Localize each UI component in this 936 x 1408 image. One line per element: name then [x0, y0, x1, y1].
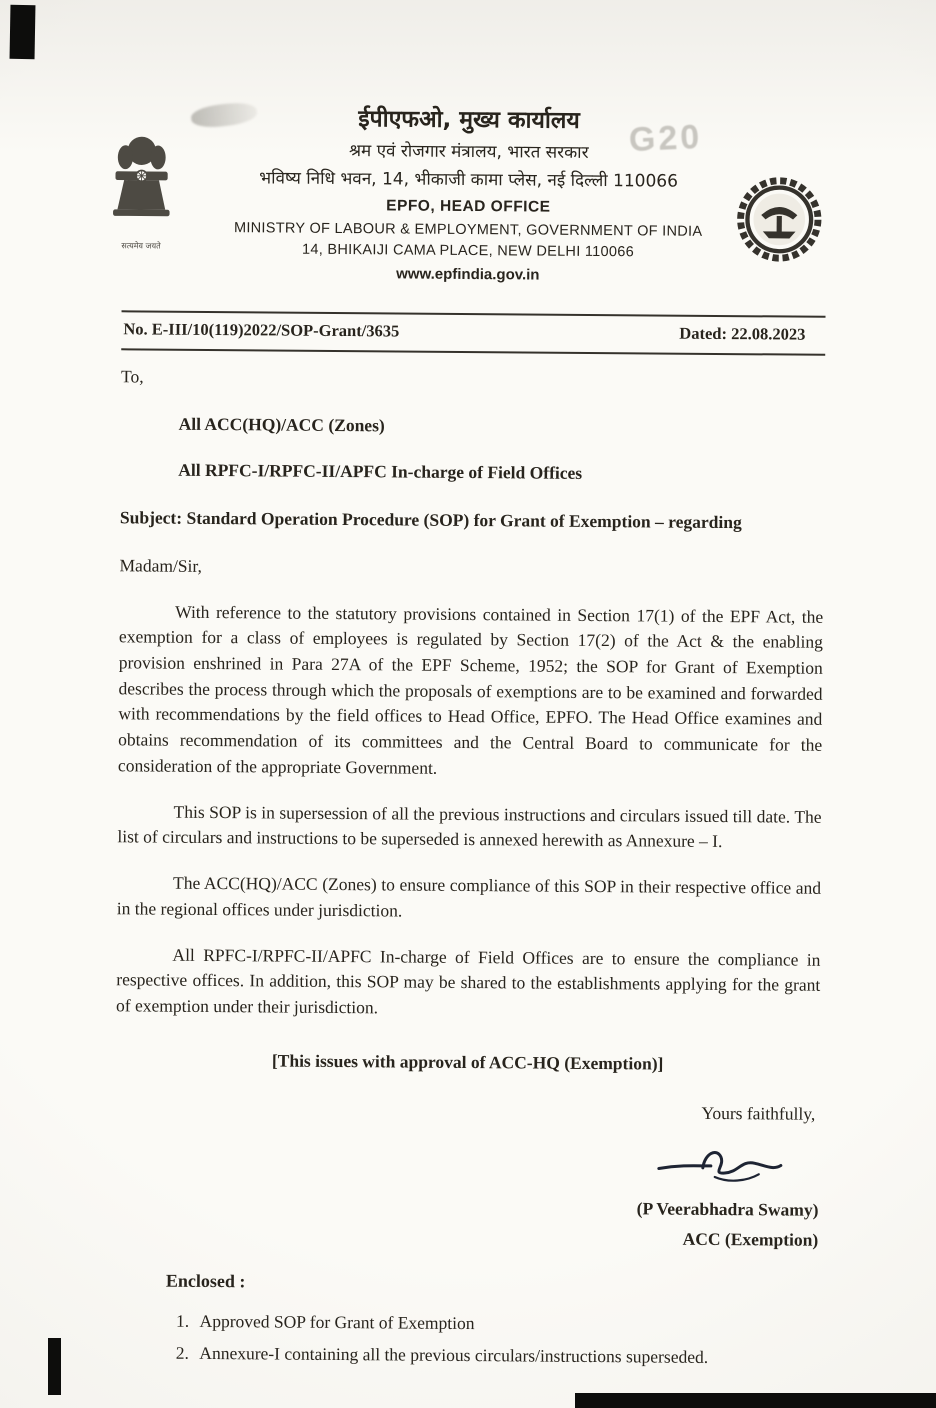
ministry-name: MINISTRY OF LABOUR & EMPLOYMENT, GOVERNMENT OF INDIA — [233, 220, 703, 240]
addressee-acc: All ACC(HQ)/ACC (Zones) — [178, 413, 385, 436]
approval-note: [This issues with approval of ACC-HQ (Exemption)] — [271, 1050, 664, 1074]
g20-watermark-icon: G20 — [628, 117, 703, 160]
reference-date: Dated: 22.08.2023 — [679, 323, 806, 344]
letter-paragraph-2: This SOP is in supersession of all the previous instructions and circulars issued till date. The list of circulars and instructions to be superseded is annexed herewith as Annexure – I. — [117, 801, 822, 852]
ashoka-emblem-icon — [100, 133, 183, 252]
to-label: To, — [120, 366, 144, 387]
reference-number: No. E-III/10(119)2022/SOP-Grant/3635 — [123, 319, 400, 341]
signatory-designation: ACC (Exemption) — [682, 1228, 819, 1250]
epfo-logo-icon — [736, 176, 823, 263]
emblem-motto: सत्यमेव जयते — [121, 241, 161, 251]
signatory-name: (P Veerabhadra Swamy) — [636, 1198, 819, 1220]
letter-paragraph-3: The ACC(HQ)/ACC (Zones) to ensure compliance of this SOP in their respective office and in the regional offices under jurisdiction. — [116, 872, 822, 921]
letter-body — [113, 364, 825, 1372]
ministry-hindi: श्रम एवं रोजगार मंत्रालय, भारत सरकार — [348, 141, 589, 163]
enclosed-label: Enclosed : — [165, 1270, 246, 1292]
org-name: EPFO, HEAD OFFICE — [386, 197, 551, 216]
closing-block — [114, 1097, 819, 1253]
enclosure-item-2: 2. Annexure-I containing all the previous circulars/instructions superseded. — [193, 1341, 817, 1372]
addressee-rpfc: All RPFC-I/RPFC-II/APFC In-charge of Field Offices — [178, 460, 583, 484]
signature-icon — [115, 1138, 785, 1195]
letterhead — [0, 0, 936, 287]
closing-valediction: Yours faithfully, — [701, 1103, 816, 1125]
office-address: 14, BHIKAIJI CAMA PLACE, NEW DELHI 110066 — [301, 241, 635, 261]
salutation: Madam/Sir, — [119, 555, 203, 576]
address-hindi: भविष्य निधि भवन, 14, भीकाजी कामा प्लेस, नई दिल्ली 110066 — [259, 168, 679, 192]
letter-paragraph-4: All RPFC-I/RPFC-II/APFC In-charge of Field Offices are to ensure the compliance in respective offices. In addition, this SOP may be shared to the establishments applying for the grant of exemption under their jurisdiction. — [116, 944, 821, 1018]
org-name-hindi: ईपीएफओ, मुख्य कार्यालय — [358, 106, 580, 134]
subject-line: Subject: Standard Operation Procedure (SOP) for Grant of Exemption – regarding — [119, 507, 742, 533]
letter-paragraph-1: With reference to the statutory provisions contained in Section 17(1) of the EPF Act, the exemption for a class of employees is regulated by Section 17(2) of the Act & the enabling provision enshrined in Para 27A of the EPF Scheme, 1952; the SOP for Grant of Exemption describes the process through which the proposals of exemptions are to be examined and forwarded with recommendations by the field offices to Head Office, EPFO. The Head Office examines and obtains recommendation of its committees and the Central Board to communicate for the consideration of the appropriate Government. — [117, 601, 824, 778]
website-url: www.epfindia.gov.in — [396, 265, 540, 284]
reference-row — [121, 310, 825, 356]
enclosure-list — [165, 1308, 817, 1372]
enclosure-item-1: 1. Approved SOP for Grant of Exemption — [194, 1309, 818, 1340]
